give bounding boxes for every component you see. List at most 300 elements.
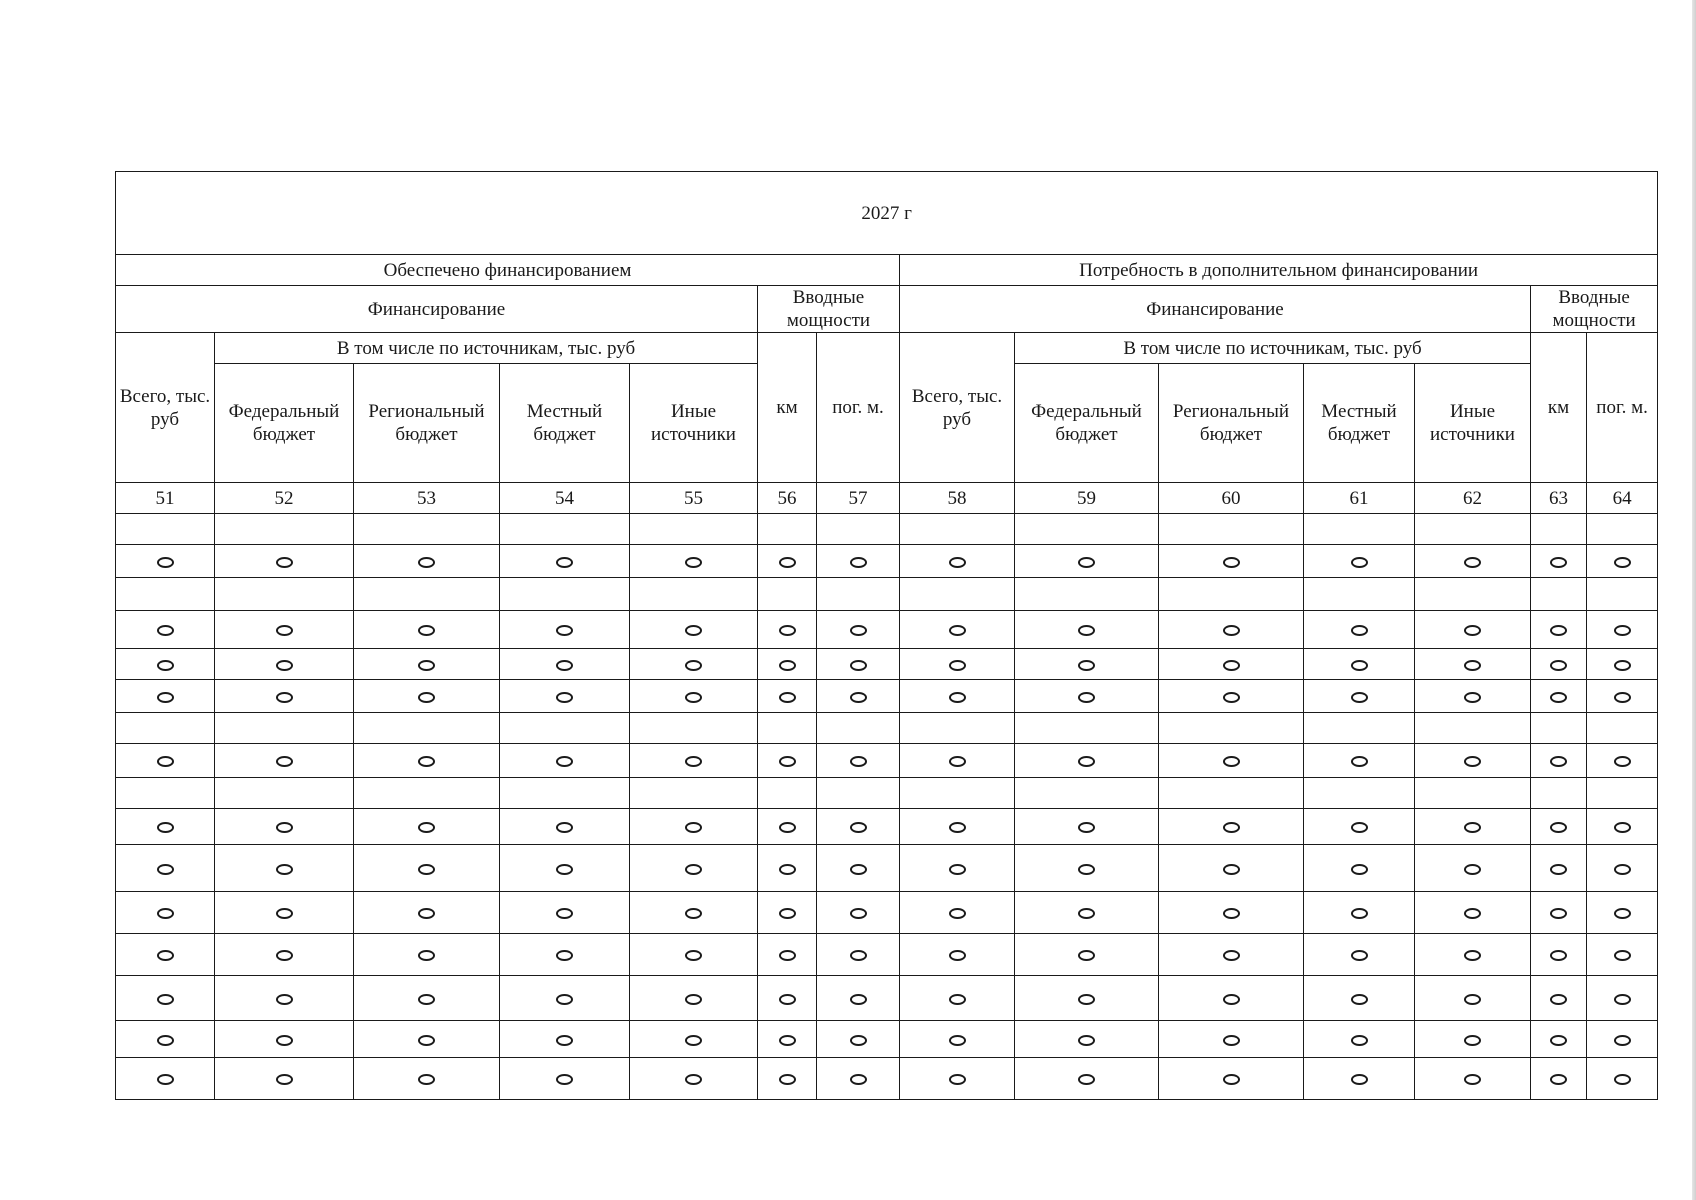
empty-value-mark <box>1464 950 1481 961</box>
empty-value-mark <box>1351 994 1368 1005</box>
need-km-header: км <box>1531 333 1587 483</box>
table-cell <box>900 578 1015 611</box>
table-cell <box>1159 809 1304 845</box>
table-cell <box>817 809 900 845</box>
table-cell <box>1531 680 1587 713</box>
empty-value-mark <box>1464 864 1481 875</box>
year-header: 2027 г <box>116 172 1658 255</box>
empty-value-mark <box>556 864 573 875</box>
empty-value-mark <box>418 1074 435 1085</box>
empty-value-mark <box>276 625 293 636</box>
funded-regional-header: Региональный бюджет <box>354 364 500 483</box>
table-cell <box>1587 649 1658 680</box>
empty-value-mark <box>779 660 796 671</box>
table-cell <box>215 611 354 649</box>
table-cell <box>1531 892 1587 934</box>
table-cell <box>354 514 500 545</box>
empty-value-mark <box>1223 660 1240 671</box>
empty-value-mark <box>1550 660 1567 671</box>
table-cell <box>500 744 630 778</box>
empty-value-mark <box>157 756 174 767</box>
empty-value-mark <box>1078 950 1095 961</box>
table-cell <box>1415 1021 1531 1058</box>
empty-value-mark <box>1078 692 1095 703</box>
empty-value-mark <box>850 625 867 636</box>
funded-capacity-header: Вводные мощности <box>758 286 900 333</box>
table-cell <box>1531 934 1587 976</box>
table-cell <box>758 680 817 713</box>
empty-value-mark <box>1464 1035 1481 1046</box>
need-regional-header: Региональный бюджет <box>1159 364 1304 483</box>
empty-value-mark <box>1614 864 1631 875</box>
empty-value-mark <box>949 950 966 961</box>
column-number: 53 <box>354 483 500 514</box>
empty-value-mark <box>1464 822 1481 833</box>
empty-value-mark <box>685 950 702 961</box>
table-cell <box>116 934 215 976</box>
table-cell <box>1304 809 1415 845</box>
table-cell <box>215 809 354 845</box>
empty-value-mark <box>1223 994 1240 1005</box>
empty-value-mark <box>418 864 435 875</box>
table-cell <box>817 976 900 1021</box>
empty-value-mark <box>949 557 966 568</box>
empty-value-mark <box>1078 660 1095 671</box>
table-cell <box>817 744 900 778</box>
table-cell <box>116 514 215 545</box>
empty-row <box>116 578 1658 611</box>
table-cell <box>1531 611 1587 649</box>
table-cell <box>1415 892 1531 934</box>
table-cell <box>500 1058 630 1100</box>
table-cell <box>1531 976 1587 1021</box>
table-cell <box>817 1058 900 1100</box>
table-cell <box>630 514 758 545</box>
empty-value-mark <box>418 950 435 961</box>
table-cell <box>1304 892 1415 934</box>
empty-value-mark <box>276 864 293 875</box>
table-cell <box>354 778 500 809</box>
empty-value-mark <box>1614 950 1631 961</box>
table-cell <box>1304 578 1415 611</box>
table-cell <box>817 845 900 892</box>
empty-value-mark <box>685 994 702 1005</box>
table-cell <box>215 578 354 611</box>
table-cell <box>1304 649 1415 680</box>
empty-value-mark <box>556 950 573 961</box>
table-cell <box>1415 514 1531 545</box>
column-number: 52 <box>215 483 354 514</box>
table-cell <box>116 1058 215 1100</box>
need-financing-header: Финансирование <box>900 286 1531 333</box>
empty-value-mark <box>850 950 867 961</box>
funded-pogm-header: пог. м. <box>817 333 900 483</box>
empty-value-mark <box>1614 692 1631 703</box>
table-cell <box>817 1021 900 1058</box>
table-cell <box>116 892 215 934</box>
table-cell <box>1587 845 1658 892</box>
table-cell <box>1015 744 1159 778</box>
table-cell <box>1015 809 1159 845</box>
table-cell <box>116 611 215 649</box>
empty-value-mark <box>1223 557 1240 568</box>
table-cell <box>116 1021 215 1058</box>
table-cell <box>116 649 215 680</box>
table-cell <box>500 649 630 680</box>
table-cell <box>1015 1021 1159 1058</box>
table-cell <box>900 680 1015 713</box>
empty-value-mark <box>850 864 867 875</box>
empty-value-mark <box>685 660 702 671</box>
empty-value-mark <box>157 1035 174 1046</box>
table-cell <box>900 649 1015 680</box>
empty-value-mark <box>157 950 174 961</box>
empty-value-mark <box>418 625 435 636</box>
empty-value-mark <box>418 822 435 833</box>
table-cell <box>1159 578 1304 611</box>
empty-value-mark <box>1464 1074 1481 1085</box>
table-cell <box>900 845 1015 892</box>
empty-value-mark <box>276 756 293 767</box>
need-group-header: Потребность в дополнительном финансировании <box>900 255 1658 286</box>
empty-value-mark <box>850 1074 867 1085</box>
column-number: 55 <box>630 483 758 514</box>
table-cell <box>1531 545 1587 578</box>
empty-value-mark <box>276 994 293 1005</box>
table-cell <box>1015 680 1159 713</box>
table-cell <box>1415 778 1531 809</box>
empty-value-mark <box>418 756 435 767</box>
empty-value-mark <box>276 1074 293 1085</box>
table-cell <box>630 778 758 809</box>
column-number: 51 <box>116 483 215 514</box>
table-cell <box>1415 649 1531 680</box>
table-cell <box>1531 1058 1587 1100</box>
empty-value-mark <box>1078 756 1095 767</box>
table-cell <box>116 578 215 611</box>
table-cell <box>1015 845 1159 892</box>
table-cell <box>630 744 758 778</box>
table-cell <box>215 713 354 744</box>
column-number: 62 <box>1415 483 1531 514</box>
table-cell <box>215 1058 354 1100</box>
table-cell <box>817 892 900 934</box>
funded-other-header: Иные источники <box>630 364 758 483</box>
empty-value-mark <box>556 557 573 568</box>
subgroup-header-row <box>116 286 1658 333</box>
empty-value-mark <box>1550 908 1567 919</box>
data-row <box>116 545 1658 578</box>
table-cell <box>1015 778 1159 809</box>
table-cell <box>900 744 1015 778</box>
empty-value-mark <box>1550 994 1567 1005</box>
table-cell <box>215 545 354 578</box>
empty-value-mark <box>1351 625 1368 636</box>
empty-value-mark <box>779 908 796 919</box>
empty-value-mark <box>1351 950 1368 961</box>
table-cell <box>630 713 758 744</box>
table-cell <box>630 809 758 845</box>
table-cell <box>1587 778 1658 809</box>
table-cell <box>758 778 817 809</box>
empty-value-mark <box>1223 908 1240 919</box>
table-cell <box>1531 713 1587 744</box>
table-cell <box>1415 744 1531 778</box>
data-row <box>116 1058 1658 1100</box>
table-cell <box>900 1021 1015 1058</box>
empty-value-mark <box>1223 692 1240 703</box>
data-row <box>116 649 1658 680</box>
empty-value-mark <box>779 1074 796 1085</box>
empty-value-mark <box>779 994 796 1005</box>
empty-value-mark <box>418 1035 435 1046</box>
table-cell <box>215 778 354 809</box>
table-cell <box>1015 514 1159 545</box>
table-cell <box>354 713 500 744</box>
table-cell <box>1531 809 1587 845</box>
table-cell <box>630 976 758 1021</box>
empty-value-mark <box>685 822 702 833</box>
empty-value-mark <box>779 625 796 636</box>
funded-total-header: Всего, тыс. руб <box>116 333 215 483</box>
table-cell <box>900 611 1015 649</box>
table-cell <box>500 934 630 976</box>
table-cell <box>817 649 900 680</box>
table-cell <box>1587 976 1658 1021</box>
table-cell <box>116 545 215 578</box>
funded-group-header: Обеспечено финансированием <box>116 255 900 286</box>
empty-value-mark <box>850 1035 867 1046</box>
table-cell <box>1304 611 1415 649</box>
table-cell <box>817 545 900 578</box>
table-cell <box>215 744 354 778</box>
table-cell <box>1159 892 1304 934</box>
table-cell <box>817 680 900 713</box>
table-cell <box>215 680 354 713</box>
empty-value-mark <box>1351 1035 1368 1046</box>
empty-value-mark <box>1078 1074 1095 1085</box>
table-cell <box>1304 845 1415 892</box>
table-cell <box>630 578 758 611</box>
table-cell <box>1304 514 1415 545</box>
empty-value-mark <box>556 822 573 833</box>
table-cell <box>1587 514 1658 545</box>
group-header-row <box>116 255 1658 286</box>
table-cell <box>1587 680 1658 713</box>
empty-value-mark <box>949 756 966 767</box>
empty-value-mark <box>1464 557 1481 568</box>
table-cell <box>354 976 500 1021</box>
empty-value-mark <box>949 1074 966 1085</box>
column-number: 54 <box>500 483 630 514</box>
empty-value-mark <box>1351 692 1368 703</box>
table-cell <box>500 778 630 809</box>
empty-value-mark <box>276 1035 293 1046</box>
empty-value-mark <box>157 994 174 1005</box>
table-cell <box>354 545 500 578</box>
table-cell <box>116 778 215 809</box>
table-cell <box>1304 713 1415 744</box>
empty-value-mark <box>779 864 796 875</box>
column-number: 64 <box>1587 483 1658 514</box>
empty-value-mark <box>1550 1074 1567 1085</box>
table-cell <box>1304 778 1415 809</box>
empty-value-mark <box>1614 557 1631 568</box>
table-cell <box>1415 976 1531 1021</box>
table-cell <box>116 713 215 744</box>
table-cell <box>1415 809 1531 845</box>
empty-value-mark <box>157 625 174 636</box>
table-cell <box>1587 545 1658 578</box>
table-cell <box>1015 713 1159 744</box>
data-row <box>116 892 1658 934</box>
table-cell <box>900 934 1015 976</box>
empty-value-mark <box>1078 1035 1095 1046</box>
empty-value-mark <box>1464 756 1481 767</box>
empty-value-mark <box>1351 660 1368 671</box>
table-cell <box>1415 611 1531 649</box>
column-number: 58 <box>900 483 1015 514</box>
table-cell <box>500 680 630 713</box>
table-cell <box>758 744 817 778</box>
empty-value-mark <box>1223 950 1240 961</box>
need-other-header: Иные источники <box>1415 364 1531 483</box>
table-cell <box>1415 845 1531 892</box>
table-cell <box>758 578 817 611</box>
table-cell <box>900 1058 1015 1100</box>
table-cell <box>1159 713 1304 744</box>
table-cell <box>116 744 215 778</box>
empty-value-mark <box>1223 822 1240 833</box>
data-row <box>116 680 1658 713</box>
empty-value-mark <box>949 1035 966 1046</box>
empty-value-mark <box>949 994 966 1005</box>
empty-value-mark <box>276 692 293 703</box>
table-cell <box>1159 1058 1304 1100</box>
empty-value-mark <box>850 908 867 919</box>
table-cell <box>354 1021 500 1058</box>
table-cell <box>1159 934 1304 976</box>
empty-value-mark <box>1078 994 1095 1005</box>
empty-value-mark <box>556 908 573 919</box>
table-cell <box>1304 1021 1415 1058</box>
table-cell <box>354 809 500 845</box>
empty-value-mark <box>556 625 573 636</box>
table-cell <box>1304 744 1415 778</box>
table-cell <box>1531 578 1587 611</box>
table-cell <box>354 611 500 649</box>
table-cell <box>758 809 817 845</box>
table-cell <box>758 892 817 934</box>
table-cell <box>1587 809 1658 845</box>
need-federal-header: Федеральный бюджет <box>1015 364 1159 483</box>
empty-value-mark <box>1550 756 1567 767</box>
table-cell <box>354 892 500 934</box>
table-cell <box>630 680 758 713</box>
table-cell <box>500 845 630 892</box>
table-cell <box>1159 611 1304 649</box>
table-cell <box>1587 1058 1658 1100</box>
empty-value-mark <box>850 756 867 767</box>
need-pogm-header: пог. м. <box>1587 333 1658 483</box>
empty-value-mark <box>556 1035 573 1046</box>
empty-value-mark <box>779 822 796 833</box>
table-cell <box>630 934 758 976</box>
table-cell <box>1159 845 1304 892</box>
table-cell <box>630 1058 758 1100</box>
empty-value-mark <box>1614 1074 1631 1085</box>
empty-value-mark <box>949 864 966 875</box>
empty-value-mark <box>1550 557 1567 568</box>
empty-value-mark <box>1614 1035 1631 1046</box>
empty-value-mark <box>779 756 796 767</box>
table-cell <box>1304 680 1415 713</box>
table-cell <box>1415 680 1531 713</box>
empty-value-mark <box>157 864 174 875</box>
empty-value-mark <box>1078 864 1095 875</box>
empty-value-mark <box>850 692 867 703</box>
table-cell <box>817 713 900 744</box>
empty-value-mark <box>1550 1035 1567 1046</box>
table-cell <box>1587 611 1658 649</box>
table-cell <box>116 809 215 845</box>
empty-value-mark <box>1464 625 1481 636</box>
empty-value-mark <box>949 822 966 833</box>
empty-value-mark <box>418 557 435 568</box>
table-cell <box>1015 649 1159 680</box>
empty-value-mark <box>779 1035 796 1046</box>
empty-value-mark <box>276 822 293 833</box>
empty-value-mark <box>1464 692 1481 703</box>
table-cell <box>116 976 215 1021</box>
table-cell <box>1531 649 1587 680</box>
table-cell <box>1587 892 1658 934</box>
table-cell <box>215 934 354 976</box>
table-cell <box>500 578 630 611</box>
table-cell <box>1531 514 1587 545</box>
column-number: 57 <box>817 483 900 514</box>
empty-value-mark <box>418 660 435 671</box>
empty-value-mark <box>1464 994 1481 1005</box>
table-cell <box>1587 578 1658 611</box>
data-row <box>116 809 1658 845</box>
table-cell <box>1159 649 1304 680</box>
empty-value-mark <box>1351 1074 1368 1085</box>
funded-financing-header: Финансирование <box>116 286 758 333</box>
table-cell <box>500 809 630 845</box>
table-cell <box>630 611 758 649</box>
table-cell <box>1587 934 1658 976</box>
funded-sources-header: В том числе по источникам, тыс. руб <box>215 333 758 364</box>
table-cell <box>900 713 1015 744</box>
table-cell <box>630 1021 758 1058</box>
data-row <box>116 934 1658 976</box>
table-cell <box>1015 578 1159 611</box>
column-number: 56 <box>758 483 817 514</box>
table-cell <box>1304 545 1415 578</box>
empty-value-mark <box>685 908 702 919</box>
table-cell <box>1159 545 1304 578</box>
table-cell <box>1159 778 1304 809</box>
table-cell <box>354 578 500 611</box>
empty-value-mark <box>685 625 702 636</box>
empty-value-mark <box>418 692 435 703</box>
table-cell <box>1015 934 1159 976</box>
empty-value-mark <box>850 660 867 671</box>
empty-value-mark <box>1351 756 1368 767</box>
table-cell <box>354 744 500 778</box>
empty-value-mark <box>1550 625 1567 636</box>
